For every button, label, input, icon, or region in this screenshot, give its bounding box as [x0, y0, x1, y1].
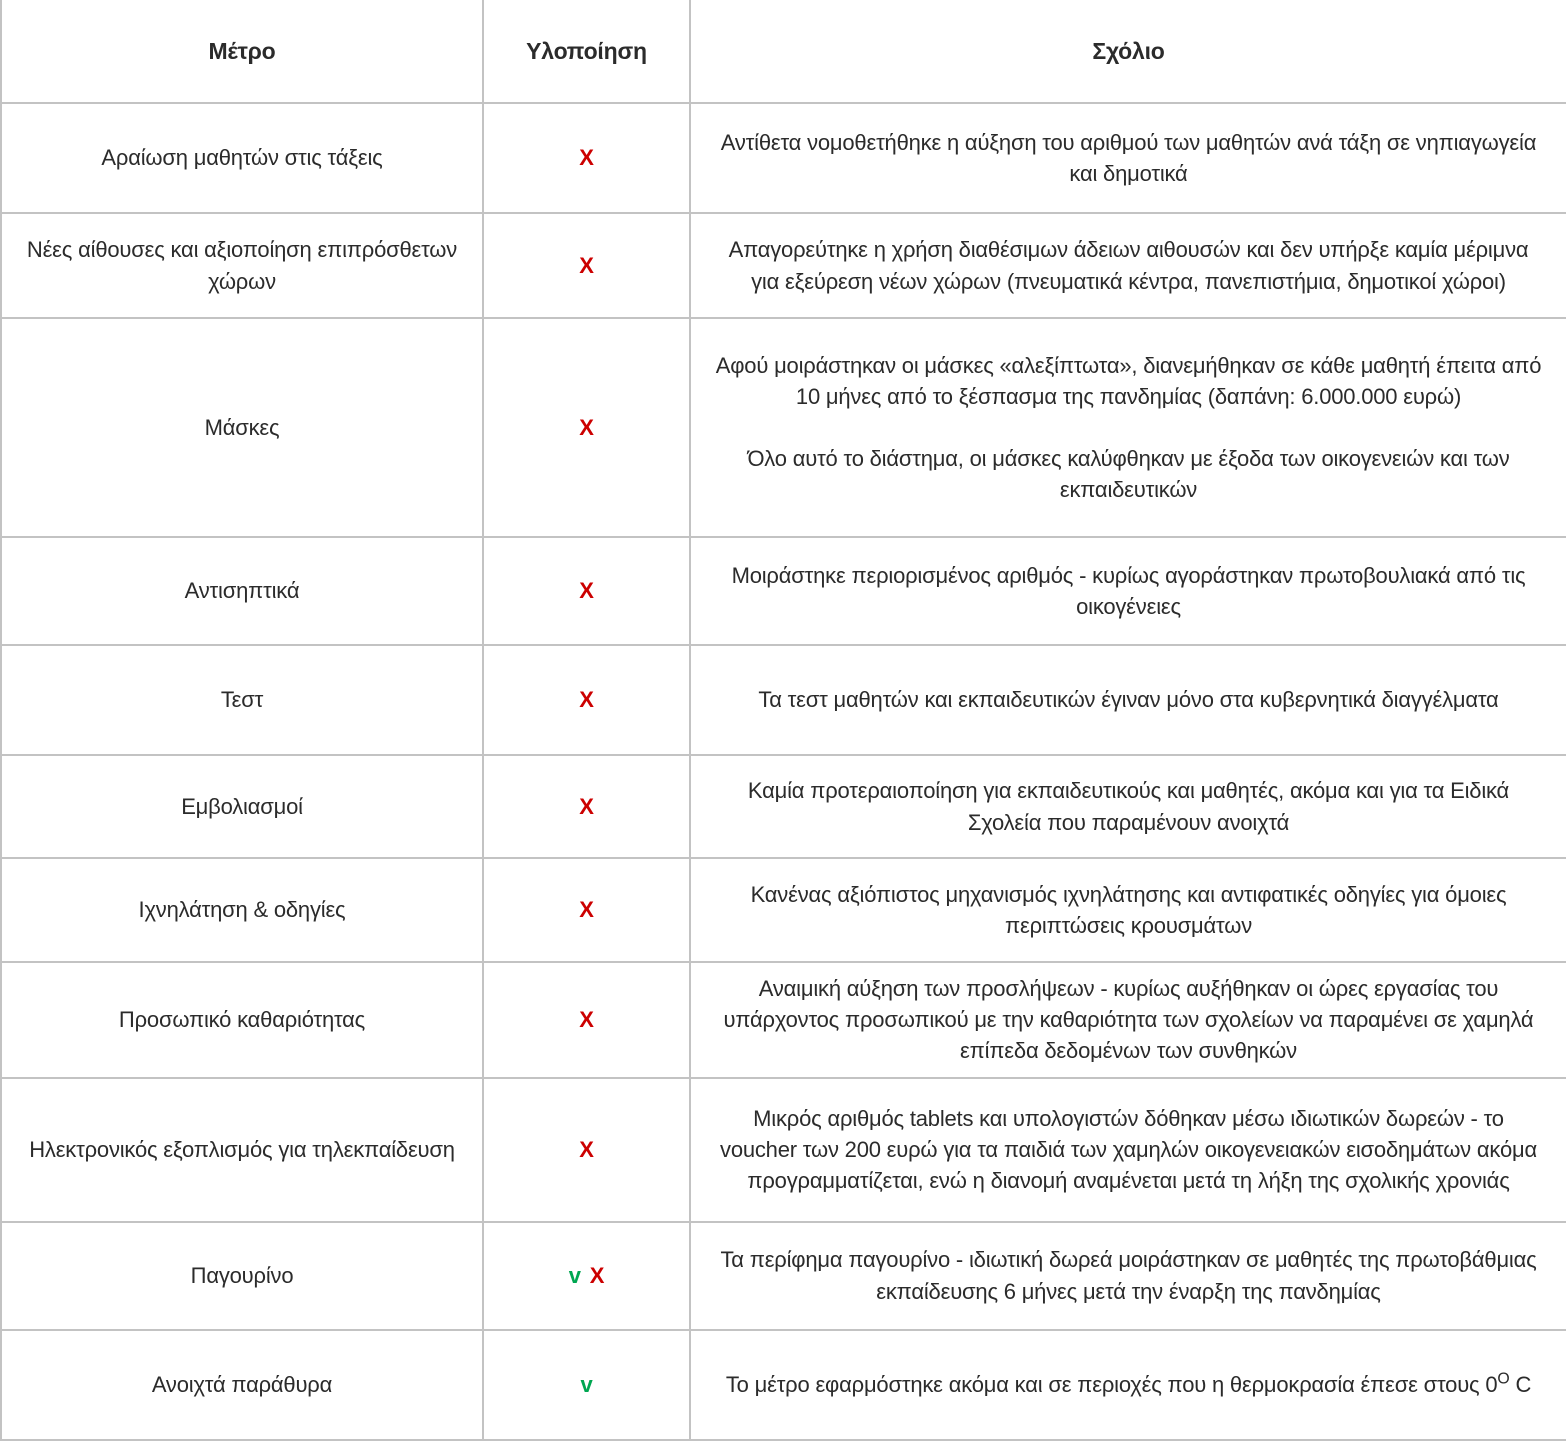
comment-text: Καμία προτεραιοποίηση για εκπαιδευτικούς και μαθητές, ακόμα και για τα Ειδικά Σχολεία που παραμένουν ανοιχτά [747, 778, 1510, 835]
cross-mark: X [579, 793, 594, 819]
comment-text: Αναιμική αύξηση των προσλήψεων - κυρίως αυξήθηκαν οι ώρες εργασίας του υπάρχοντος προσωπικού με την καθαριότητα των σχολείων να παραμένει σε χαμηλά επίπεδα δεδομένων των συνθηκών [723, 976, 1534, 1064]
implementation-cell [483, 755, 690, 858]
cross-mark: X [579, 897, 594, 923]
implementation-cell [483, 858, 690, 962]
table-row [1, 318, 1566, 537]
measure-cell: Ανοιχτά παράθυρα [1, 1330, 483, 1440]
measure-cell: Νέες αίθουσες και αξιοποίηση επιπρόσθετων χώρων [1, 213, 483, 318]
table-row [1, 1078, 1566, 1222]
degree-superscript: O [1497, 1370, 1510, 1388]
comment-cell [690, 1330, 1566, 1440]
measure-cell: Αντισηπτικά [1, 537, 483, 645]
implementation-cell [483, 318, 690, 537]
cross-mark: X [589, 1263, 605, 1289]
measure-cell: Αραίωση μαθητών στις τάξεις [1, 103, 483, 213]
table-row [1, 537, 1566, 645]
table-row [1, 858, 1566, 962]
header-row [1, 0, 1566, 103]
comment-cell [690, 755, 1566, 858]
cross-mark: X [579, 687, 594, 713]
comment-cell [690, 318, 1566, 537]
comment-text: Απαγορεύτηκε η χρήση διαθέσιμων άδειων αιθουσών και δεν υπήρξε καμία μέριμνα για εξεύρεση νέων χώρων (πνευματικά κέντρα, πανεπιστήμια, δημοτικοί χώροι) [728, 237, 1529, 294]
measure-cell: Ηλεκτρονικός εξοπλισμός για τηλεκπαίδευση [1, 1078, 483, 1222]
measure-cell: Εμβολιασμοί [1, 755, 483, 858]
check-mark: v [568, 1263, 581, 1289]
table-row [1, 962, 1566, 1078]
table-row [1, 1222, 1566, 1330]
comment-text: Αφού μοιράστηκαν οι μάσκες «αλεξίπτωτα», διανεμήθηκαν σε κάθε μαθητή έπειτα από 10 μήνες από το ξέσπασμα της πανδημίας (δαπάνη: 6.000.000 ευρώ) [715, 352, 1542, 409]
comment-cell [690, 645, 1566, 755]
cross-mark: X [579, 414, 594, 440]
comment-text: Τα τεστ μαθητών και εκπαιδευτικών έγιναν μόνο στα κυβερνητικά διαγγέλματα [758, 687, 1499, 713]
implementation-cell [483, 537, 690, 645]
comment-cell [690, 213, 1566, 318]
column-header-comment: Σχόλιο [690, 0, 1566, 103]
comment-cell [690, 1222, 1566, 1330]
cross-mark: X [579, 1007, 594, 1033]
check-mark: v [580, 1372, 593, 1398]
comment-text: Μικρός αριθμός tablets και υπολογιστών δόθηκαν μέσω ιδιωτικών δωρεών - το voucher των 200 ευρώ για τα παιδιά των χαμηλών οικογενειακών εισοδημάτων ακόμα προγραμματίζεται, ενώ η διανομή αναμένεται μετά τη λήξη της σχολικής χρονιάς [720, 1105, 1537, 1194]
column-header-implementation: Υλοποίηση [483, 0, 690, 103]
comment-text: Μοιράστηκε περιορισμένος αριθμός - κυρίως αγοράστηκαν πρωτοβουλιακά από τις οικογένειες [731, 562, 1526, 619]
comment-text: Αντίθετα νομοθετήθηκε η αύξηση του αριθμού των μαθητών ανά τάξη σε νηπιαγωγεία και δημοτικά [720, 129, 1537, 186]
comment-text: Κανένας αξιόπιστος μηχανισμός ιχνηλάτησης και αντιφατικές οδηγίες για όμοιες περιπτώσεις κρουσμάτων [750, 881, 1507, 938]
comment-cell [690, 537, 1566, 645]
column-header-measure: Μέτρο [1, 0, 483, 103]
table-row [1, 755, 1566, 858]
measure-cell: Παγουρίνο [1, 1222, 483, 1330]
implementation-cell [483, 103, 690, 213]
comment-text-2: Όλο αυτό το διάστημα, οι μάσκες καλύφθηκαν με έξοδα των οικογενειών και των εκπαιδευτικών [747, 446, 1510, 503]
measure-cell: Τεστ [1, 645, 483, 755]
measure-cell: Μάσκες [1, 318, 483, 537]
cross-mark: X [579, 252, 594, 278]
table-row [1, 213, 1566, 318]
implementation-cell [483, 213, 690, 318]
comment-cell [690, 103, 1566, 213]
table-row [1, 645, 1566, 755]
implementation-cell [483, 645, 690, 755]
comment-text: Τα περίφημα παγουρίνο - ιδιωτική δωρεά μοιράστηκαν σε μαθητές της πρωτοβάθμιας εκπαίδευσης 6 μήνες μετά την έναρξη της πανδημίας [720, 1247, 1537, 1304]
comment-cell [690, 962, 1566, 1078]
cross-mark: X [579, 1137, 594, 1163]
implementation-cell [483, 1222, 690, 1330]
comment-cell [690, 858, 1566, 962]
comment-text-main: Το μέτρο εφαρμόστηκε ακόμα και σε περιοχές που η θερμοκρασία έπεσε στους 0 [725, 1372, 1498, 1398]
cross-mark: X [579, 145, 594, 171]
comment-text-suffix: C [1509, 1372, 1532, 1398]
cross-mark: X [579, 578, 594, 604]
table-row [1, 1330, 1566, 1440]
comment-text [713, 1369, 1544, 1400]
implementation-cell [483, 1078, 690, 1222]
measure-cell: Ιχνηλάτηση & οδηγίες [1, 858, 483, 962]
measure-cell: Προσωπικό καθαριότητας [1, 962, 483, 1078]
implementation-cell [483, 1330, 690, 1440]
implementation-cell [483, 962, 690, 1078]
table-row [1, 103, 1566, 213]
comment-cell [690, 1078, 1566, 1222]
